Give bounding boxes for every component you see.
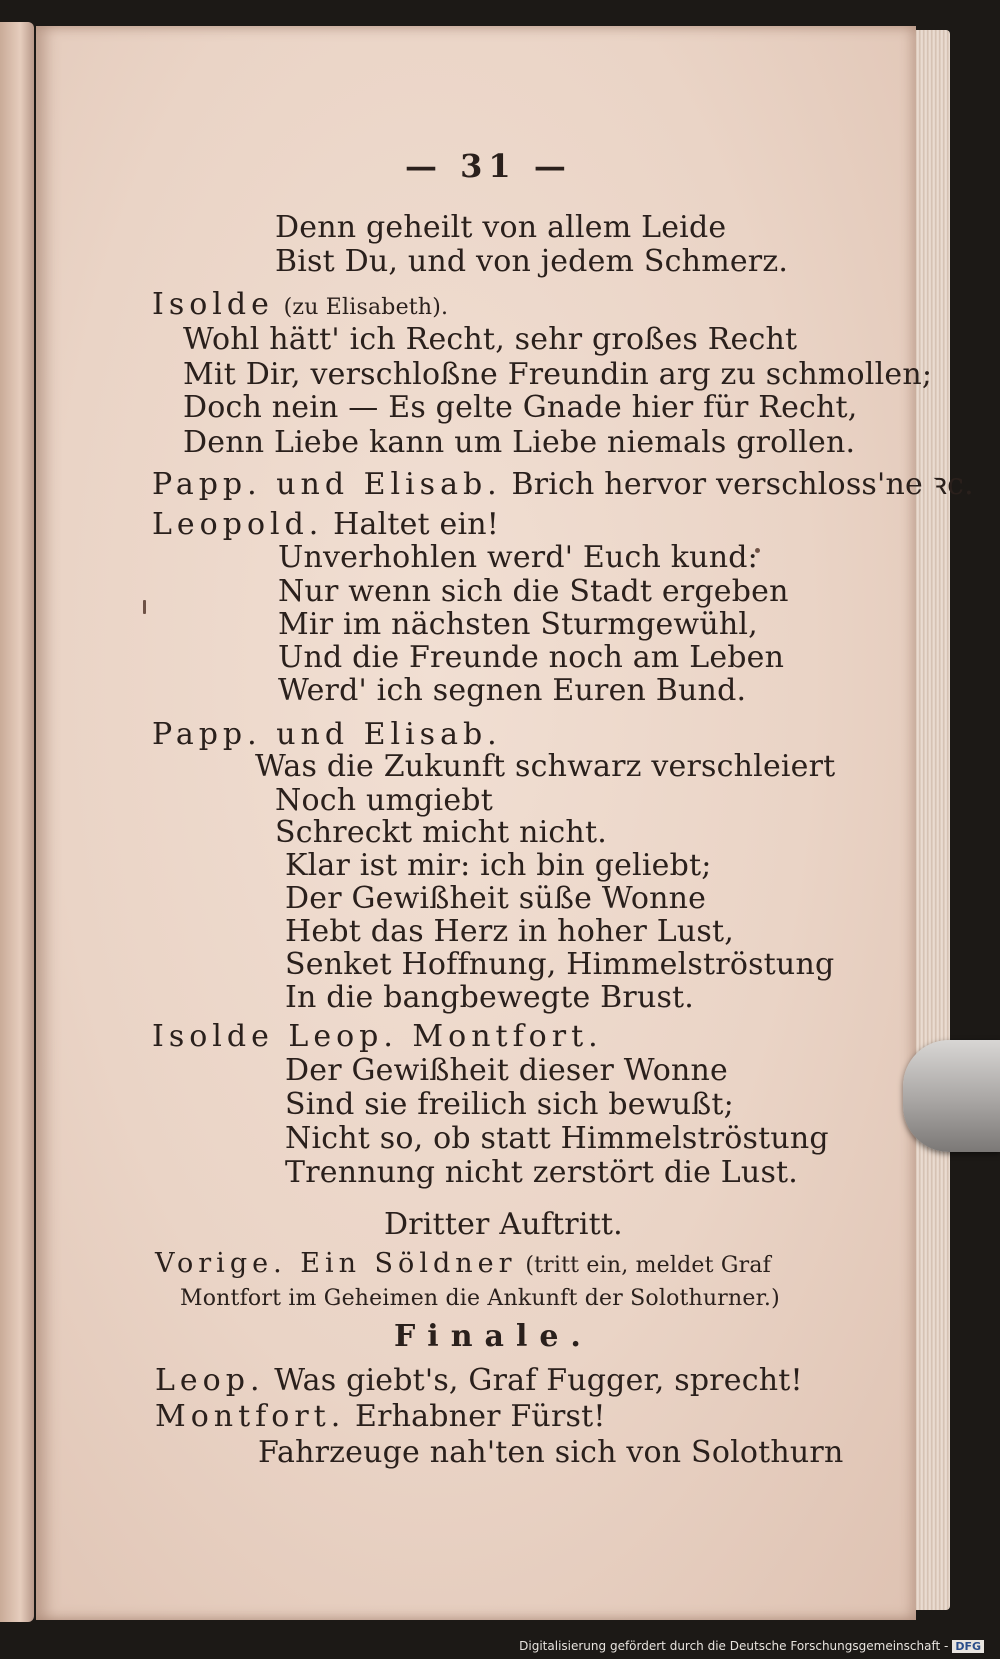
facing-page-edge [0, 22, 34, 1622]
stage-direction: (zu Elisabeth). [283, 295, 449, 320]
speaker-name: Vorige. Ein Söldner [155, 1248, 517, 1279]
speaker-name: Montfort. [155, 1399, 346, 1434]
stage-direction: (tritt ein, meldet Graf [525, 1253, 771, 1278]
credit-text: Digitalisierung gefördert durch die Deutsche Forschungsgemeinschaft - [519, 1639, 949, 1653]
verse-line: In die bangbewegte Brust. [285, 980, 695, 1015]
verse-line: Was die Zukunft schwarz verschleiert [255, 749, 836, 784]
verse-line: Hebt das Herz in hoher Lust, [285, 914, 734, 949]
verse-line: Mit Dir, verschloßne Freundin arg zu schmollen; [183, 357, 933, 392]
verse-line: Der Gewißheit süße Wonne [285, 881, 707, 916]
verse-line: Schreckt micht nicht. [275, 815, 607, 850]
verse-line: Nur wenn sich die Stadt ergeben [278, 574, 789, 609]
verse-line: Denn geheilt von allem Leide [275, 210, 727, 245]
section-heading: Finale. [394, 1319, 593, 1354]
verse-line: Bist Du, und von jedem Schmerz. [275, 244, 789, 279]
dfg-logo: DFG [952, 1640, 984, 1653]
verse-line: Sind sie freilich sich bewußt; [285, 1087, 734, 1122]
speaker-name: Papp. und Elisab. [152, 717, 502, 752]
speaker-name: Leop. [155, 1363, 265, 1398]
verse-text: Was giebt's, Graf Fugger, sprecht! [274, 1363, 803, 1398]
speaker-line [152, 507, 500, 542]
speaker-name: Isolde [152, 287, 274, 322]
speaker-name: Isolde Leop. Montfort. [152, 1019, 603, 1054]
verse-line: Fahrzeuge nah'ten sich von Solothurn [258, 1435, 844, 1470]
color-marker-tab [903, 1040, 1000, 1152]
verse-line: Unverhohlen werd' Euch kund: [278, 540, 758, 575]
speaker-name: Papp. und Elisab. [152, 467, 502, 502]
verse-line: Denn Liebe kann um Liebe niemals grollen. [183, 425, 856, 460]
verse-line: Und die Freunde noch am Leben [278, 640, 785, 675]
verse-line: Mir im nächsten Sturmgewühl, [278, 607, 758, 642]
page-number: — 31 — [405, 147, 572, 185]
verse-text: Haltet ein! [333, 507, 500, 542]
scene-heading: Dritter Auftritt. [384, 1207, 623, 1242]
verse-line: Noch umgiebt [275, 783, 493, 818]
speaker-line [152, 467, 974, 502]
speaker-line [155, 1363, 803, 1398]
verse-text: Brich hervor verschloss'ne ꝛc. [511, 467, 974, 502]
verse-line: Trennung nicht zerstört die Lust. [285, 1155, 799, 1190]
speaker-line [155, 1250, 771, 1277]
digitization-credit [519, 1639, 984, 1653]
verse-line: Senket Hoffnung, Himmelströstung [285, 947, 835, 982]
verse-line: Nicht so, ob statt Himmelströstung [285, 1121, 829, 1156]
page-stack-edge [916, 30, 950, 1610]
verse-text: Erhabner Fürst! [355, 1399, 606, 1434]
verse-line: Werd' ich segnen Euren Bund. [278, 673, 747, 708]
speaker-line [152, 287, 449, 322]
speaker-name: Leopold. [152, 507, 324, 542]
verse-line: Doch nein — Es gelte Gnade hier für Recht, [183, 390, 858, 425]
verse-line: Klar ist mir: ich bin geliebt; [285, 848, 712, 883]
verse-line: Wohl hätt' ich Recht, sehr großes Recht [183, 322, 798, 357]
verse-line: Der Gewißheit dieser Wonne [285, 1053, 729, 1088]
ink-speck [143, 600, 146, 614]
stage-direction: Montfort im Geheimen die Ankunft der Solothurner.) [180, 1286, 780, 1311]
speaker-line [155, 1399, 606, 1434]
